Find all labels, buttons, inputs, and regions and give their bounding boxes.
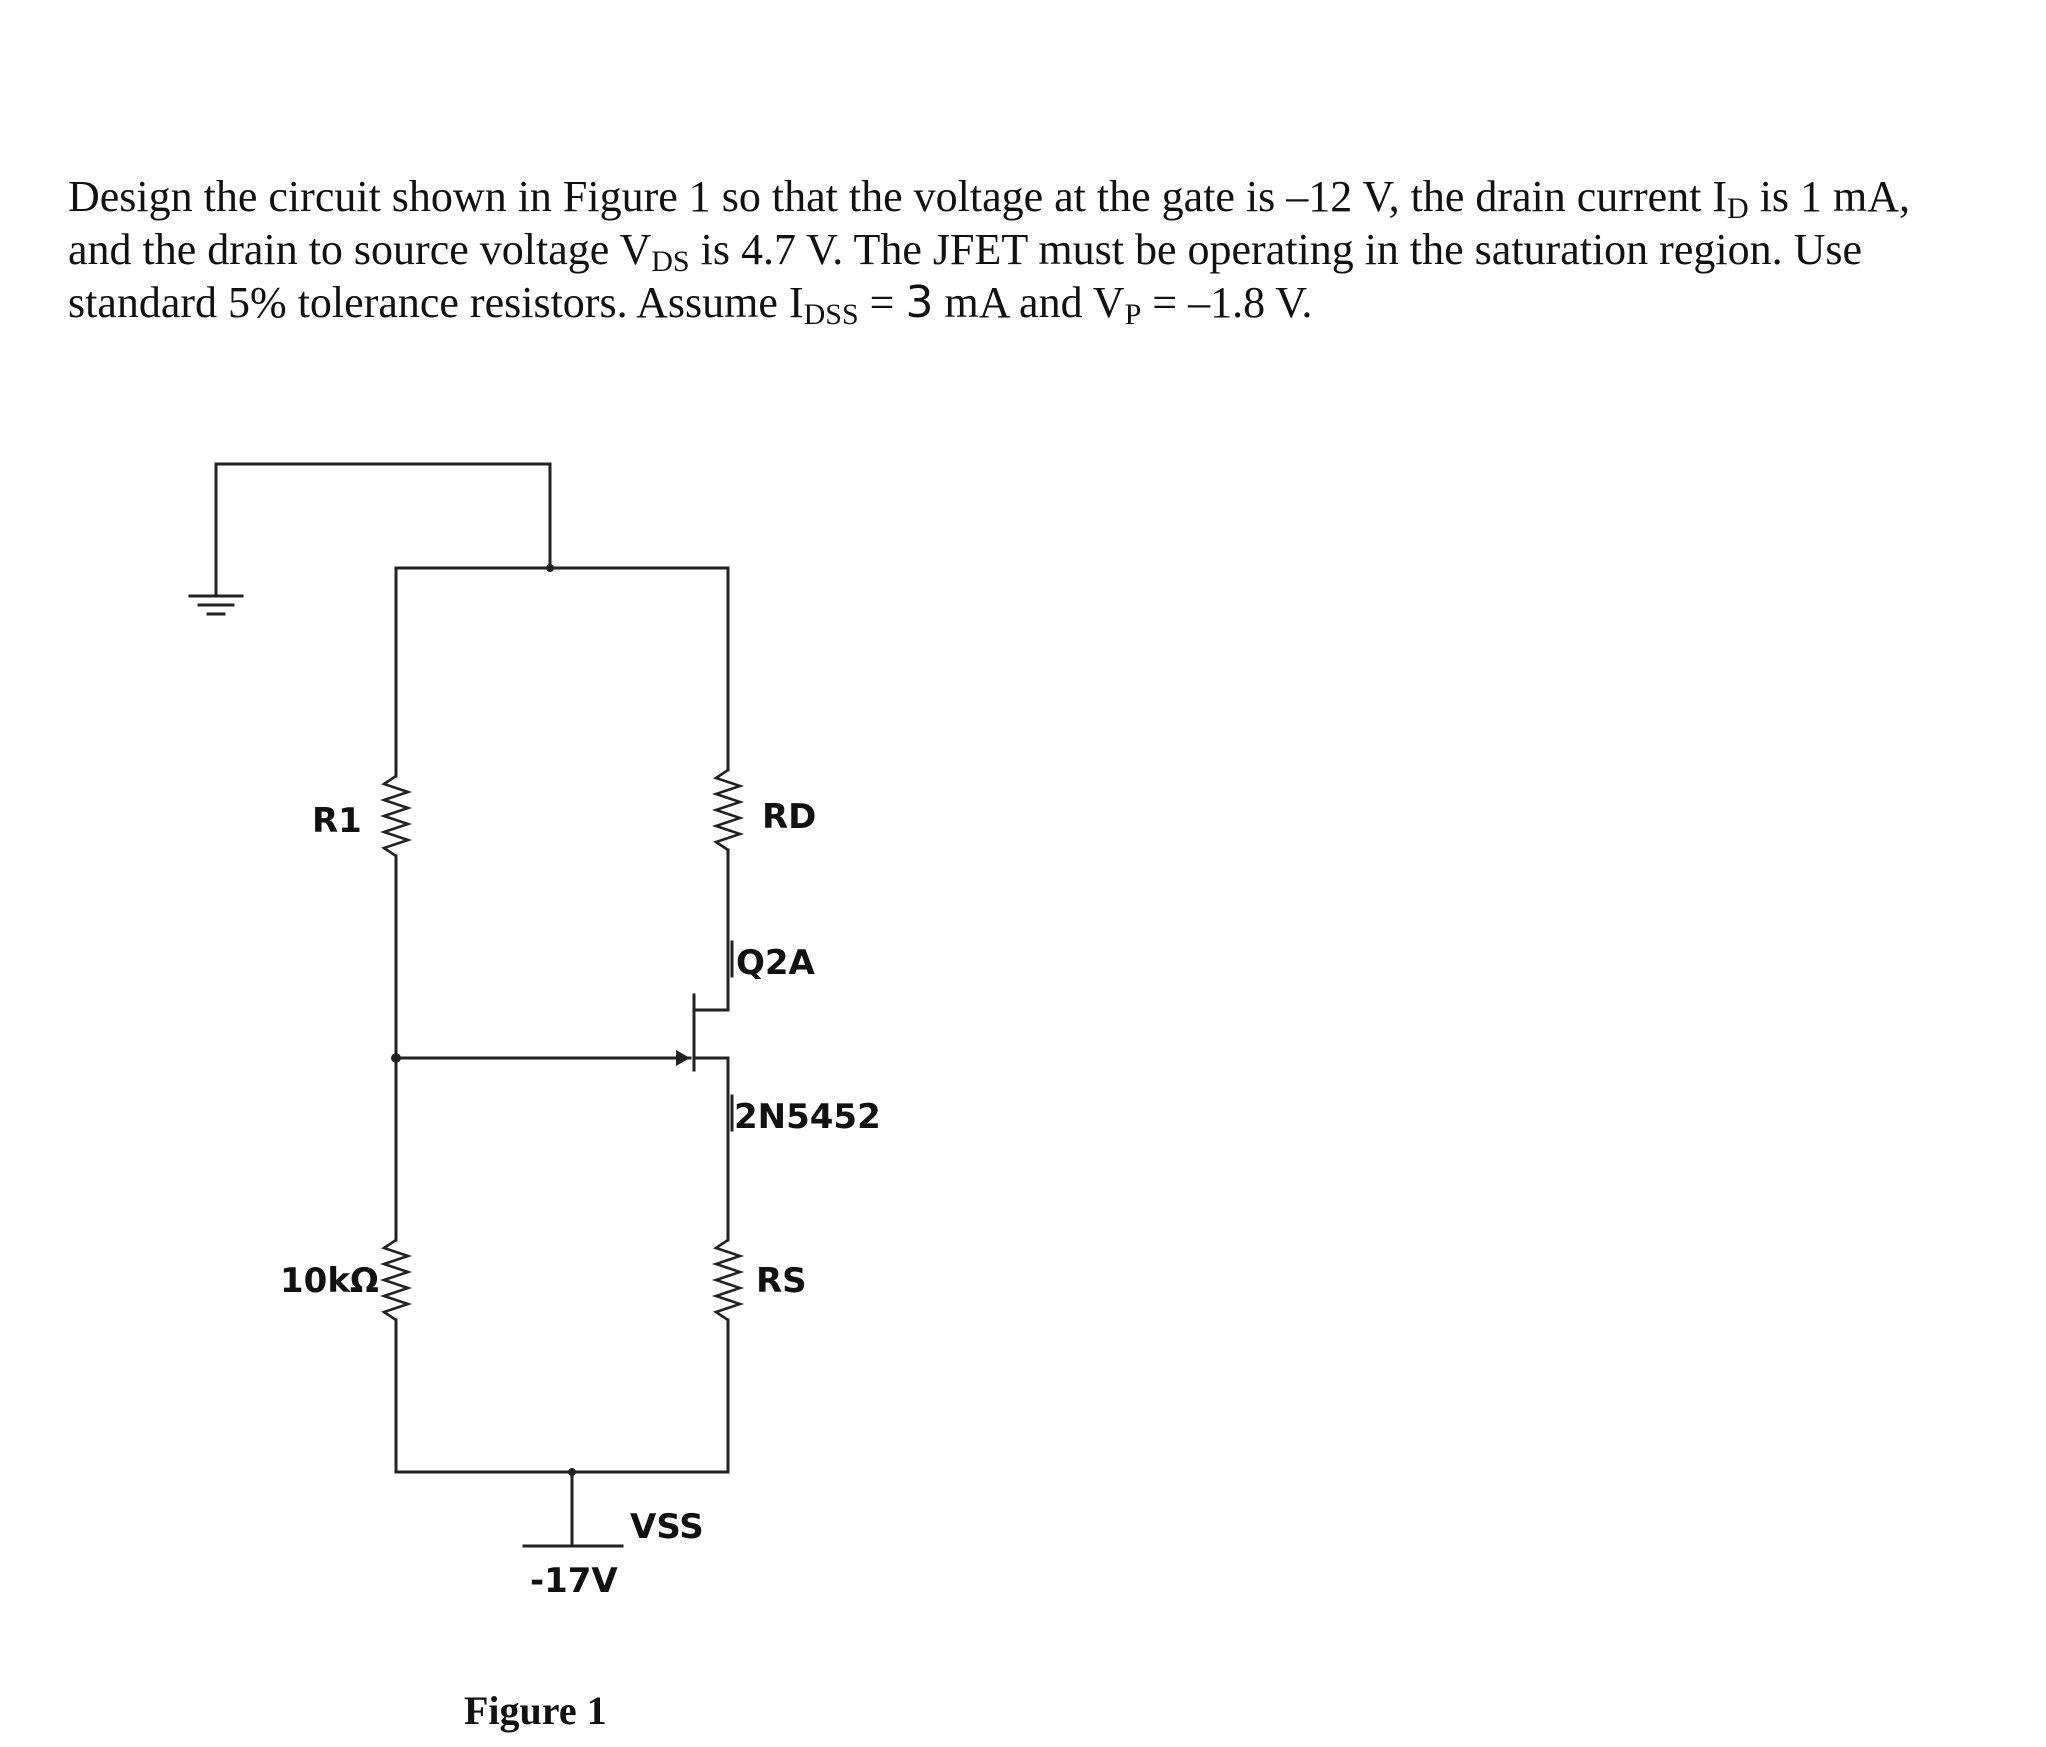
problem-line-3-text-c: = –1.8 V.	[1141, 278, 1313, 327]
problem-line-1-text-a: Design the circuit shown in Figure 1 so that the voltage at the gate is –12 V, the drain current I	[68, 172, 1728, 221]
problem-line-2-text-a: and the drain to source voltage V	[68, 225, 652, 274]
subscript-d: D	[1727, 192, 1749, 225]
supply-name-label: VSS	[630, 1507, 704, 1547]
gate-arrow-icon	[676, 1050, 690, 1066]
figure-caption: Figure 1	[464, 1688, 607, 1733]
problem-line-3-text-b: mA and V	[933, 278, 1125, 327]
subscript-ds: DS	[651, 245, 690, 278]
equals-sign: =	[858, 278, 906, 327]
transistor-part-label: 2N5452	[734, 1097, 881, 1137]
r1-resistor	[384, 776, 408, 856]
ground-symbol	[190, 464, 550, 614]
problem-line-3-text-a: standard 5% tolerance resistors. Assume I	[68, 278, 804, 327]
r1-label: R1	[312, 801, 362, 841]
supply-value-label: -17V	[530, 1561, 618, 1601]
problem-line-2-text-b: is 4.7 V. The JFET must be operating in the saturation region. Use	[689, 225, 1863, 274]
top-junction-dot	[546, 564, 554, 572]
r2-resistor	[384, 1240, 408, 1320]
jfet-symbol	[694, 995, 728, 1070]
transistor-ref-label: Q2A	[736, 943, 815, 983]
subscript-dss: DSS	[803, 298, 859, 331]
idss-value: 3	[905, 277, 934, 328]
rs-resistor	[716, 1240, 740, 1320]
problem-line-1-text-b: is 1 mA,	[1748, 172, 1911, 221]
supply-symbol	[524, 1472, 622, 1546]
rd-label: RD	[762, 797, 817, 837]
rd-resistor	[716, 770, 740, 850]
r2-label: 10kΩ	[280, 1261, 379, 1301]
rs-label: RS	[756, 1261, 807, 1301]
subscript-p: P	[1124, 298, 1142, 331]
